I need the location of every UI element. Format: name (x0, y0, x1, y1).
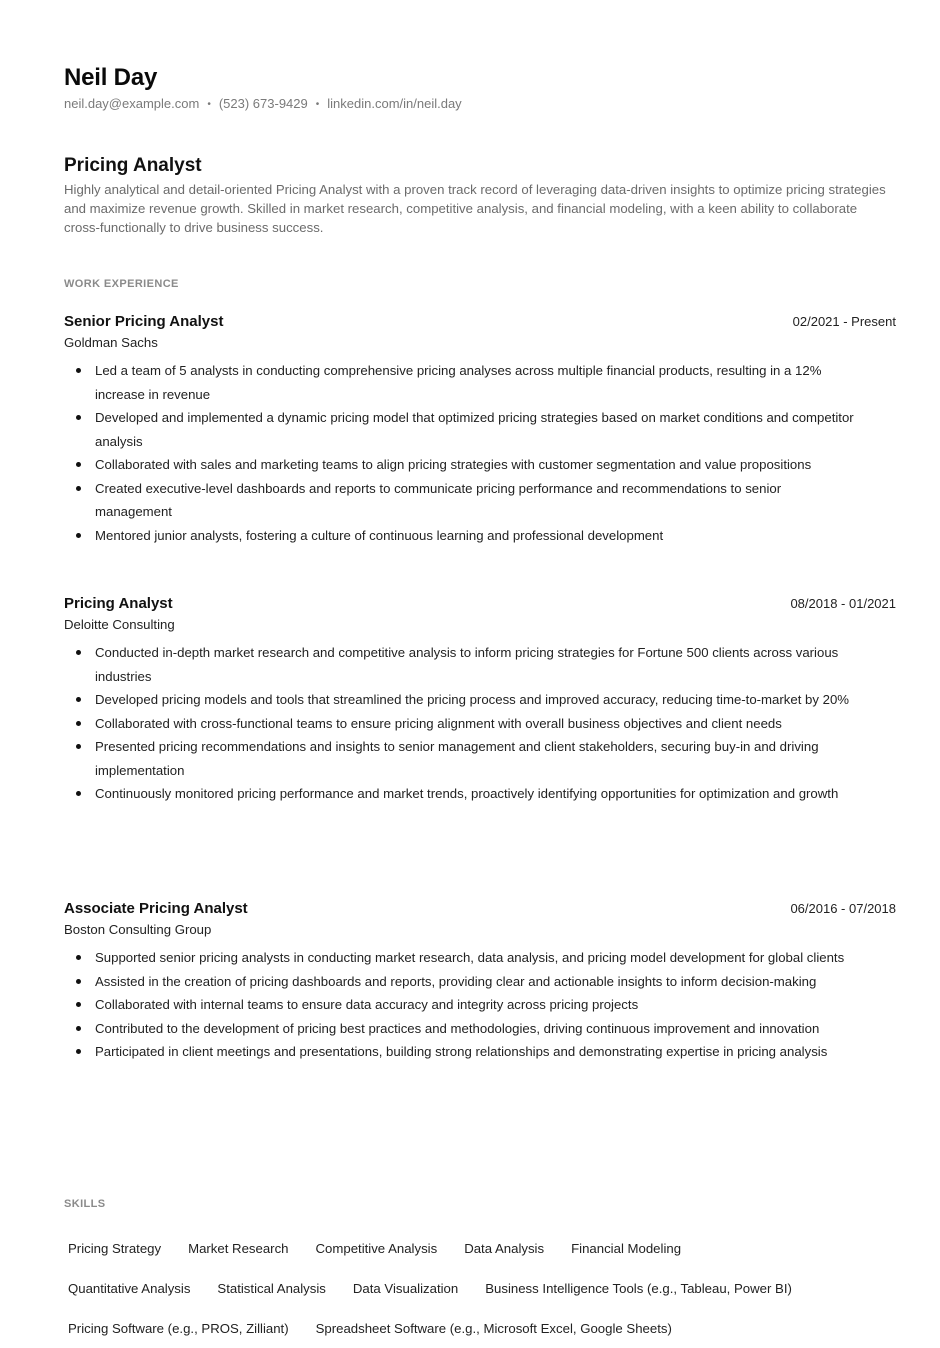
contact-line (64, 96, 462, 111)
bullet-item: Continuously monitored pricing performance and market trends, proactively identifying opportunities for optimization and growth (64, 782, 855, 806)
skill-tag: Statistical Analysis (217, 1280, 326, 1296)
bullet-item: Contributed to the development of pricing best practices and methodologies, driving continuous improvement and innovation (64, 1017, 855, 1041)
bullet-item: Led a team of 5 analysts in conducting comprehensive pricing analyses across multiple financial products, resulting in a 12% increase in revenue (64, 359, 855, 406)
phone-number: (523) 673-9429 (218, 96, 308, 111)
job-company: Boston Consulting Group (64, 922, 212, 937)
job-title: Associate Pricing Analyst (64, 900, 248, 917)
job-company: Deloitte Consulting (64, 617, 175, 632)
job-bullets (64, 946, 896, 1064)
bullet-item: Mentored junior analysts, fostering a culture of continuous learning and professional development (64, 524, 855, 548)
skills-row (64, 1268, 904, 1308)
skill-tag: Quantitative Analysis (68, 1280, 191, 1296)
skill-tag: Pricing Software (e.g., PROS, Zilliant) (68, 1320, 289, 1336)
job-title: Senior Pricing Analyst (64, 313, 224, 330)
skill-tag: Pricing Strategy (68, 1240, 162, 1256)
skill-tag: Data Analysis (464, 1240, 545, 1256)
skill-tag: Data Visualization (352, 1280, 459, 1296)
bullet-item: Created executive-level dashboards and reports to communicate pricing performance and recommendations to senior management (64, 477, 855, 524)
job-bullets (64, 641, 896, 806)
bullet-item: Conducted in-depth market research and competitive analysis to inform pricing strategies for Fortune 500 clients across various industries (64, 641, 855, 688)
linkedin-link[interactable]: linkedin.com/in/neil.day (327, 96, 462, 111)
skills-list (64, 1228, 904, 1348)
bullet-item: Participated in client meetings and presentations, building strong relationships and demonstrating expertise in pricing analysis (64, 1040, 855, 1064)
separator-dot: • (315, 99, 320, 110)
bullet-item: Collaborated with cross-functional teams to ensure pricing alignment with overall business objectives and client needs (64, 712, 855, 736)
email-link[interactable]: neil.day@example.com (64, 96, 200, 111)
bullet-item: Collaborated with sales and marketing teams to align pricing strategies with customer segmentation and value propositions (64, 453, 855, 477)
bullet-item: Assisted in the creation of pricing dashboards and reports, providing clear and actionable insights to inform decision-making (64, 970, 855, 994)
skills-row (64, 1308, 904, 1348)
job-dates: 08/2018 - 01/2021 (790, 596, 896, 611)
bullet-item: Developed and implemented a dynamic pricing model that optimized pricing strategies based on market conditions and competitor analysis (64, 406, 855, 453)
job-entry (64, 313, 896, 547)
skills-row (64, 1228, 904, 1268)
job-company: Goldman Sachs (64, 335, 158, 350)
work-experience-heading: WORK EXPERIENCE (64, 278, 179, 290)
skill-tag: Business Intelligence Tools (e.g., Tableau, Power BI) (485, 1280, 792, 1296)
candidate-name: Neil Day (64, 64, 158, 91)
skill-tag: Financial Modeling (571, 1240, 682, 1256)
profile-summary: Highly analytical and detail-oriented Pricing Analyst with a proven track record of leveraging data-driven insights to optimize pricing strategies and maximize revenue growth. Skilled in market research, competitive analysis, and financial modeling, with a keen ability to collaborate cross-functionally to drive business success. (64, 182, 886, 235)
bullet-item: Developed pricing models and tools that streamlined the pricing process and improved accuracy, reducing time-to-market by 20% (64, 688, 855, 712)
job-entry (64, 595, 896, 806)
job-title: Pricing Analyst (64, 595, 173, 612)
separator-dot: • (207, 99, 211, 110)
skills-heading: SKILLS (64, 1198, 106, 1210)
profile-title: Pricing Analyst (64, 155, 202, 176)
job-entry (64, 900, 896, 1064)
job-dates: 02/2021 - Present (792, 314, 896, 329)
skill-tag: Market Research (188, 1240, 289, 1256)
job-dates: 06/2016 - 07/2018 (790, 901, 896, 916)
skill-tag: Competitive Analysis (315, 1240, 438, 1256)
bullet-item: Presented pricing recommendations and insights to senior management and client stakeholders, securing buy-in and driving implementation (64, 735, 855, 782)
bullet-item: Collaborated with internal teams to ensure data accuracy and integrity across pricing projects (64, 993, 855, 1017)
bullet-item: Supported senior pricing analysts in conducting market research, data analysis, and pricing model development for global clients (64, 946, 855, 970)
job-bullets (64, 359, 896, 547)
skill-tag: Spreadsheet Software (e.g., Microsoft Excel, Google Sheets) (315, 1320, 672, 1336)
